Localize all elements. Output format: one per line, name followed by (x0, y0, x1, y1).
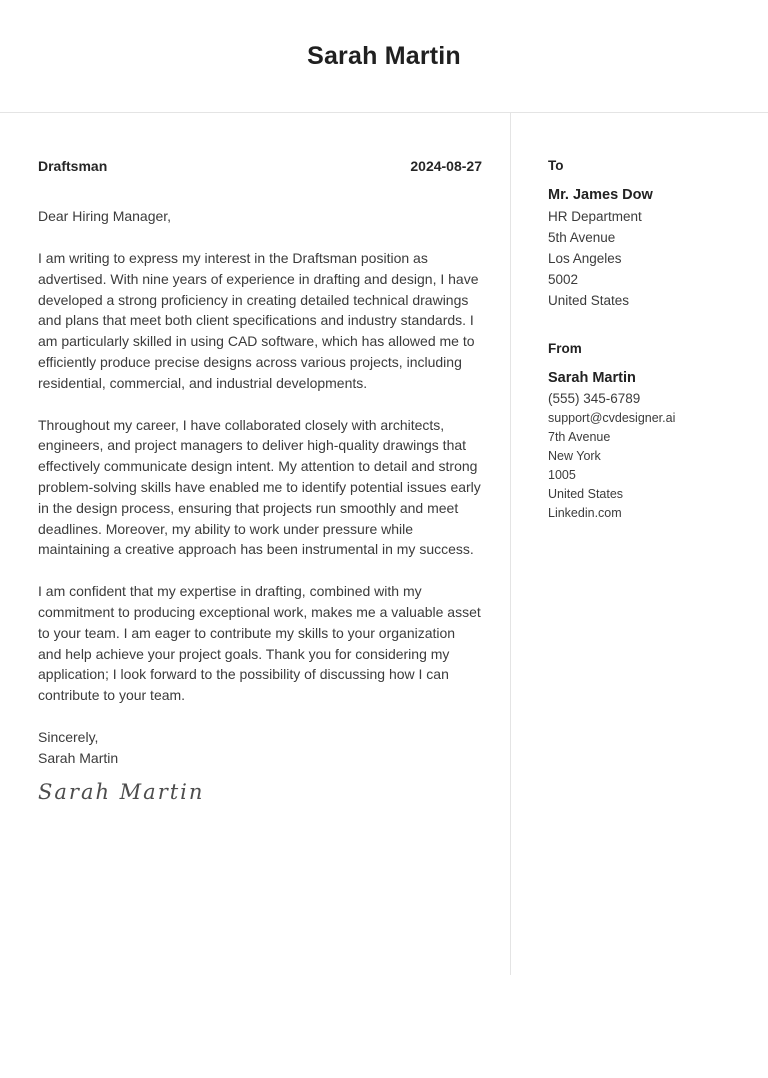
sender-line: 7th Avenue (548, 430, 611, 444)
letter-paragraph: Throughout my career, I have collaborated closely with architects, engineers, and project managers to deliver high-quality drawings that effectively communicate design intent. My attention to detail and strong problem-solving skills have enabled me to identify potential issues early in the design process, ensuring that projects run smoothly and meet deadlines. Moreover, my ability to work under pressure while maintaining a creative approach has been instrumental in my success. (38, 416, 481, 558)
letter-body (0, 113, 768, 975)
recipient-line: HR Department (548, 209, 642, 224)
letter-header (0, 0, 768, 113)
title-row (38, 156, 482, 177)
handwritten-signature: Sarah Martin (38, 779, 205, 804)
recipient-name: Mr. James Dow (548, 187, 653, 203)
sender-line: Linkedin.com (548, 506, 622, 520)
letter-paragraph: I am writing to express my interest in the Draftsman position as advertised. With nine years of experience in drafting and design, I have developed a strong proficiency in creating detailed technical drawings and plans that meet both client specifications and industry standards. I am particularly skilled in using CAD software, which has allowed me to efficiently produce precise designs across various projects, including residential, commercial, and industrial developments. (38, 250, 479, 391)
recipient-line: 5th Avenue (548, 230, 616, 245)
letter-main-column (0, 113, 510, 975)
sender-line: 1005 (548, 468, 576, 482)
candidate-name: Sarah Martin (307, 41, 461, 70)
sender-line: United States (548, 487, 624, 501)
sender-line: New York (548, 449, 601, 463)
recipient-label: To (548, 158, 564, 173)
job-title: Draftsman (38, 158, 108, 174)
signer-name: Sarah Martin (38, 749, 119, 766)
recipient-block (548, 156, 748, 311)
letter-paragraph: I am confident that my expertise in drafting, combined with my commitment to producing exceptional work, makes me a valuable asset to your team. I am eager to contribute my skills to your organization and help achieve your project goals. Thank you for considering my application; I look forward to the possibility of discussing how I can contribute to your team. (38, 583, 481, 704)
recipient-line: Los Angeles (548, 251, 622, 266)
contact-sidebar (510, 113, 768, 975)
closing: Sincerely, (38, 728, 99, 745)
sender-email: support@cvdesigner.ai (548, 411, 676, 425)
closing-block (38, 727, 482, 769)
sender-phone: (555) 345-6789 (548, 391, 641, 406)
sender-block (548, 339, 748, 523)
salutation: Dear Hiring Manager, (38, 208, 172, 224)
sender-label: From (548, 341, 582, 356)
sender-name: Sarah Martin (548, 370, 636, 386)
recipient-line: United States (548, 293, 630, 308)
letter-date: 2024-08-27 (410, 158, 482, 174)
recipient-line: 5002 (548, 272, 579, 287)
